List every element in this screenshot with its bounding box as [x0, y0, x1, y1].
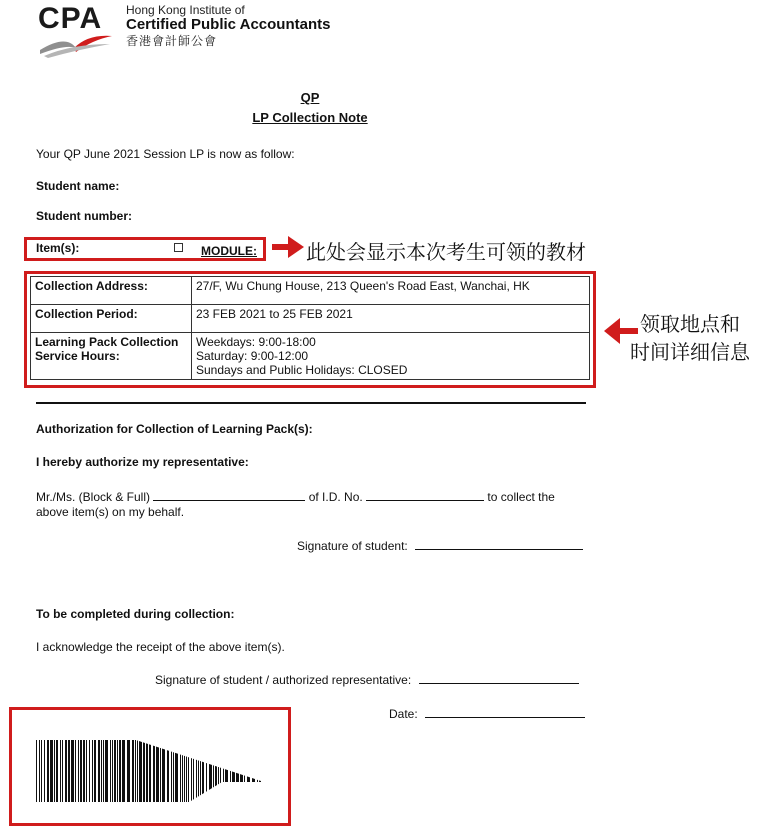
table-row [31, 305, 590, 333]
red-arrow-icon [272, 236, 304, 258]
org-name-line2: Certified Public Accountants [126, 16, 331, 33]
representative-name-label: Mr./Ms. (Block & Full) [36, 490, 151, 504]
date-line [389, 706, 585, 721]
service-hours-line: Sundays and Public Holidays: CLOSED [196, 363, 408, 377]
student-number-label: Student number: [36, 209, 132, 223]
table-cell-label: Collection Period: [31, 305, 192, 333]
representative-line [36, 489, 555, 504]
table-cell-value: 23 FEB 2021 to 25 FEB 2021 [192, 305, 590, 333]
collection-section-title: To be completed during collection: [36, 607, 235, 621]
intro-text: Your QP June 2021 Session LP is now as follow: [36, 147, 295, 161]
org-name-line1: Hong Kong Institute of [126, 3, 245, 17]
item-checkbox[interactable] [174, 243, 183, 252]
table-cell-label: Collection Address: [31, 277, 192, 305]
service-hours-line: Weekdays: 9:00-18:00 [196, 335, 316, 349]
representative-signature-field[interactable] [419, 672, 579, 684]
student-signature-label: Signature of student: [297, 539, 408, 553]
id-number-label: of I.D. No. [308, 490, 363, 504]
authorization-title: Authorization for Collection of Learning Pack(s): [36, 422, 313, 436]
authorization-statement: I hereby authorize my representative: [36, 455, 249, 469]
org-name-chinese: 香港會計師公會 [126, 34, 218, 48]
logo-text: CPA [38, 2, 103, 35]
table-cell-value [192, 333, 590, 380]
behalf-text: above item(s) on my behalf. [36, 505, 185, 519]
date-label: Date: [389, 707, 418, 721]
barcode-icon [36, 740, 266, 804]
student-signature-line [297, 538, 583, 553]
date-field[interactable] [425, 706, 585, 718]
collection-info-table [30, 276, 590, 380]
student-signature-field[interactable] [415, 538, 583, 550]
acknowledgement-text: I acknowledge the receipt of the above item(s). [36, 640, 285, 654]
table-row [31, 333, 590, 380]
items-annotation: 此处会显示本次考生可领的教材 [306, 242, 586, 264]
table-cell-label: Learning Pack Collection Service Hours: [31, 333, 192, 380]
table-cell-value: 27/F, Wu Chung House, 213 Queen's Road East, Wanchai, HK [192, 277, 590, 305]
document-title: QP [300, 90, 320, 105]
representative-name-field[interactable] [153, 489, 305, 501]
module-label: MODULE: [201, 244, 257, 258]
section-divider [36, 402, 586, 404]
representative-signature-line [155, 672, 579, 687]
id-number-field[interactable] [366, 489, 484, 501]
service-hours-line: Saturday: 9:00-12:00 [196, 349, 309, 363]
table-annotation-line1: 领取地点和 [640, 314, 740, 336]
collect-text: to collect the [487, 490, 555, 504]
representative-signature-label: Signature of student / authorized representative: [155, 673, 412, 687]
items-label: Item(s): [36, 241, 80, 255]
student-name-label: Student name: [36, 179, 120, 193]
table-annotation-line2: 时间详细信息 [630, 342, 750, 364]
table-row [31, 277, 590, 305]
document-subtitle: LP Collection Note [252, 110, 368, 125]
